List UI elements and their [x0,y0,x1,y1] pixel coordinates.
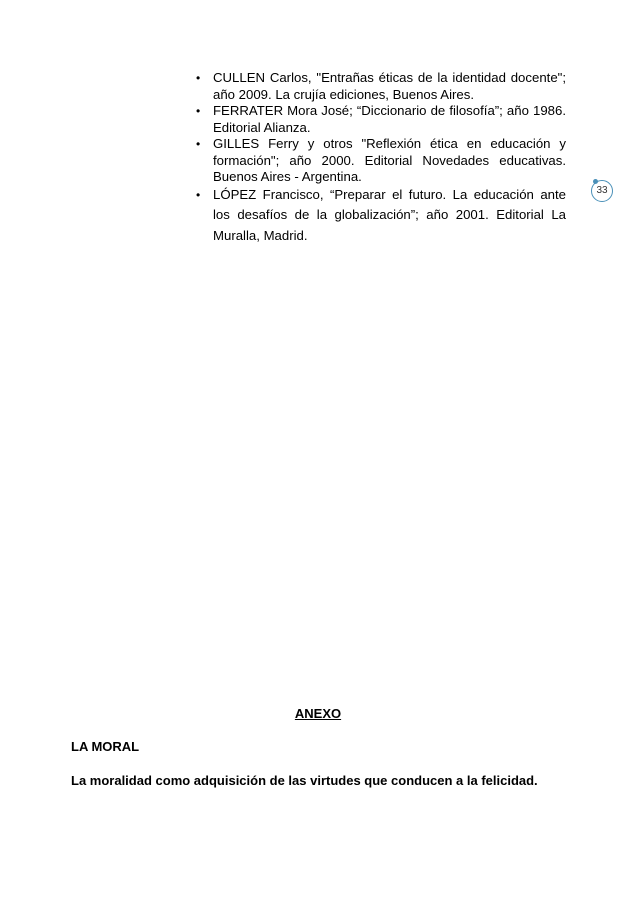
bibliography-entry-text: GILLES Ferry y otros "Reflexión ética en educación y formación"; año 2000. Editorial Novedades educativas. Buenos Aires - Argentina. [213,136,566,184]
bibliography-entry-text: LÓPEZ Francisco, “Preparar el futuro. La educación ante los desafíos de la globalización”; año 2001. Editorial La Muralla, Madrid. [213,186,566,243]
page-number-badge [591,180,613,202]
bibliography-entry-text: CULLEN Carlos, "Entrañas éticas de la identidad docente"; año 2009. La crujía ediciones, Buenos Aires. [213,70,566,102]
bullet-icon: • [196,71,201,85]
section-heading: LA MORAL [71,739,140,754]
annex-title-text: ANEXO [294,706,342,721]
bullet-icon: • [196,137,201,151]
bibliography-entry [196,185,566,247]
badge-dot-icon [593,179,598,184]
bibliography-entry [196,103,566,136]
section-subheading: La moralidad como adquisición de las virtudes que conducen a la felicidad. [71,773,538,788]
bibliography-entry [196,70,566,103]
bullet-icon: • [196,104,201,118]
bullet-icon: • [196,187,201,202]
annex-title [0,706,638,721]
bibliography-entry-text: FERRATER Mora José; “Diccionario de filosofía”; año 1986. Editorial Alianza. [213,103,566,135]
bibliography-list [196,70,566,246]
page-number: 33 [596,185,608,196]
bibliography-entry [196,136,566,186]
